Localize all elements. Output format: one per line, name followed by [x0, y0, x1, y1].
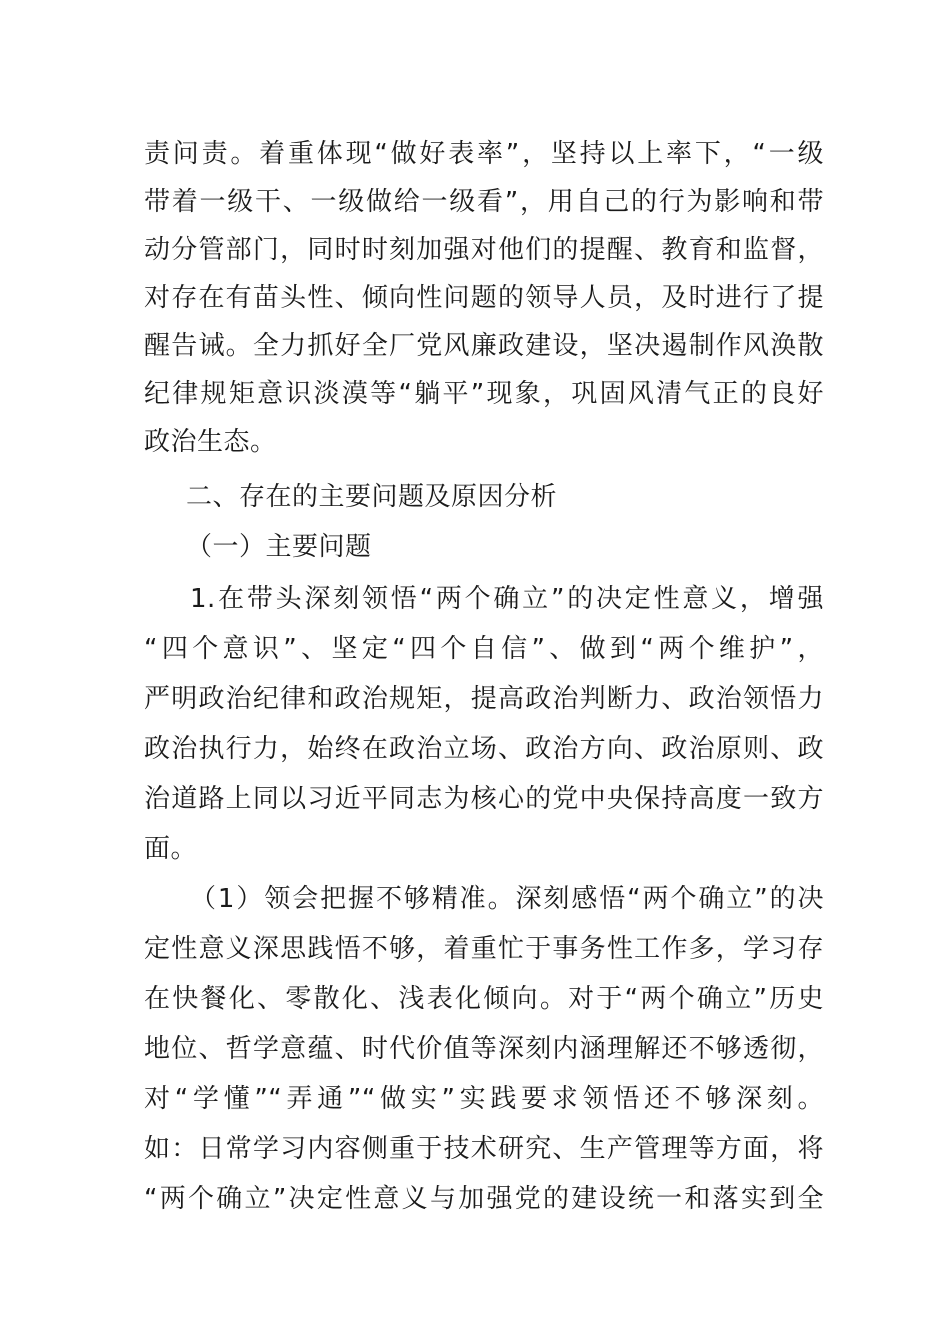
text-line: 政治生态。 [144, 427, 277, 457]
text-line: 带着一级干、一级做给一级看”，用自己的行为影响和带 [144, 187, 824, 217]
text-line: 纪律规矩意识淡漠等“躺平”现象，巩固风清气正的良好 [144, 379, 824, 409]
text-line: “两个确立”决定性意义与加强党的建设统一和落实到全 [144, 1184, 824, 1214]
text-line: 对“学懂”“弄通”“做实”实践要求领悟还不够深刻。 [144, 1084, 824, 1114]
text-line: 在快餐化、零散化、浅表化倾向。对于“两个确立”历史 [144, 984, 824, 1014]
text-line: 醒告诫。全力抓好全厂党风廉政建设，坚决遏制作风涣散 [144, 331, 824, 361]
text-line: 动分管部门，同时时刻加强对他们的提醒、教育和监督， [144, 235, 824, 265]
section-heading: 二、存在的主要问题及原因分析 [186, 482, 558, 512]
text-line: “四个意识”、坚定“四个自信”、做到“两个维护”， [144, 634, 824, 664]
text-line: 政治执行力，始终在政治立场、政治方向、政治原则、政 [144, 734, 824, 764]
subsection-heading: （一）主要问题 [186, 532, 372, 562]
text-line: 面。 [144, 834, 198, 864]
text-line: 地位、哲学意蕴、时代价值等深刻内涵理解还不够透彻， [144, 1034, 824, 1064]
subitem-heading: （1）领会把握不够精准。深刻感悟“两个确立”的决 [190, 884, 824, 914]
item-heading: 1.在带头深刻领悟“两个确立”的决定性意义，增强 [190, 584, 824, 614]
text-line: 定性意义深思践悟不够，着重忙于事务性工作多，学习存 [144, 934, 824, 964]
text-line: 如：日常学习内容侧重于技术研究、生产管理等方面，将 [144, 1134, 824, 1164]
text-line: 治道路上同以习近平同志为核心的党中央保持高度一致方 [144, 784, 824, 814]
text-line: 严明政治纪律和政治规矩，提高政治判断力、政治领悟力 [144, 684, 824, 714]
text-line: 责问责。着重体现“做好表率”，坚持以上率下，“一级 [144, 139, 824, 169]
text-line: 对存在有苗头性、倾向性问题的领导人员，及时进行了提 [144, 283, 824, 313]
